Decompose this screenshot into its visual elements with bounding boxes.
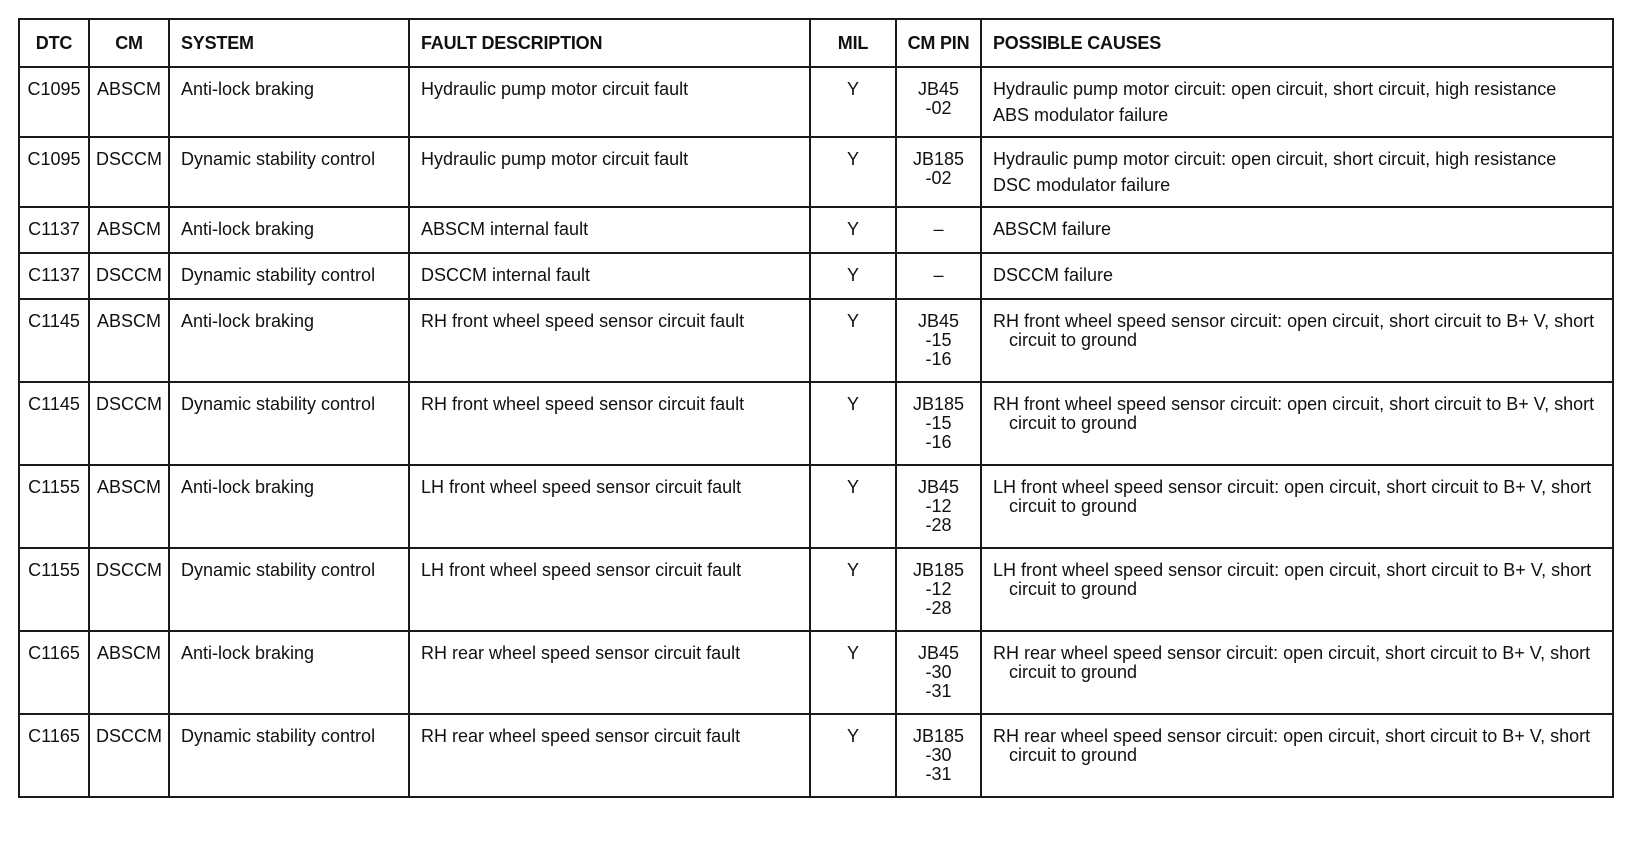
- pin-line: JB185: [912, 726, 965, 746]
- cell-possible-causes: [981, 253, 1613, 299]
- pin-line: JB185: [912, 149, 965, 169]
- cell-cm: ABSCM: [89, 67, 169, 137]
- cell-system: Dynamic stability control: [169, 253, 409, 299]
- cell-cm: DSCCM: [89, 137, 169, 207]
- pin-line: –: [933, 219, 944, 239]
- cell-mil: Y: [810, 67, 896, 137]
- pin-line: -28: [925, 515, 952, 535]
- header-possible-causes: POSSIBLE CAUSES: [981, 19, 1613, 67]
- cause-line: Hydraulic pump motor circuit: open circuit, short circuit, high resistance: [993, 149, 1557, 169]
- cell-cm-pin: [896, 465, 981, 548]
- pin-line: -16: [925, 432, 952, 452]
- cell-system: Anti-lock braking: [169, 67, 409, 137]
- cell-possible-causes: [981, 299, 1613, 382]
- cell-system: Anti-lock braking: [169, 207, 409, 253]
- pin-line: JB45: [917, 477, 960, 497]
- cell-cm-pin: [896, 714, 981, 797]
- cause-line: LH front wheel speed sensor circuit: open circuit, short circuit to B+ V, short circuit to ground: [993, 477, 1592, 516]
- cause-line: ABS modulator failure: [993, 105, 1169, 125]
- header-dtc: DTC: [19, 19, 89, 67]
- pin-line: JB45: [917, 79, 960, 99]
- header-mil: MIL: [810, 19, 896, 67]
- cell-cm: DSCCM: [89, 548, 169, 631]
- cell-dtc: C1155: [19, 548, 89, 631]
- cause-line: RH rear wheel speed sensor circuit: open circuit, short circuit to B+ V, short circuit to ground: [993, 726, 1591, 765]
- cause-line: Hydraulic pump motor circuit: open circuit, short circuit, high resistance: [993, 79, 1557, 99]
- cell-fault-description: RH rear wheel speed sensor circuit fault: [409, 714, 810, 797]
- table-row: [19, 207, 1613, 253]
- pin-line: -12: [925, 496, 952, 516]
- pin-line: -02: [925, 98, 952, 118]
- cell-fault-description: LH front wheel speed sensor circuit fault: [409, 548, 810, 631]
- table-header: [19, 19, 1613, 67]
- pin-line: -30: [925, 662, 952, 682]
- cell-mil: Y: [810, 465, 896, 548]
- pin-line: –: [933, 265, 944, 285]
- table-row: [19, 631, 1613, 714]
- cell-fault-description: Hydraulic pump motor circuit fault: [409, 137, 810, 207]
- cell-fault-description: DSCCM internal fault: [409, 253, 810, 299]
- cell-system: Anti-lock braking: [169, 465, 409, 548]
- table-row: [19, 465, 1613, 548]
- cell-dtc: C1165: [19, 631, 89, 714]
- cell-possible-causes: [981, 714, 1613, 797]
- table-row: [19, 548, 1613, 631]
- cell-mil: Y: [810, 299, 896, 382]
- cause-line: DSC modulator failure: [993, 175, 1171, 195]
- cell-possible-causes: [981, 382, 1613, 465]
- pin-line: JB45: [917, 311, 960, 331]
- cell-cm-pin: [896, 548, 981, 631]
- cell-cm: ABSCM: [89, 465, 169, 548]
- cell-possible-causes: [981, 67, 1613, 137]
- cell-possible-causes: [981, 548, 1613, 631]
- cause-line: LH front wheel speed sensor circuit: open circuit, short circuit to B+ V, short circuit to ground: [993, 560, 1592, 599]
- cell-mil: Y: [810, 137, 896, 207]
- table-row: [19, 137, 1613, 207]
- pin-line: JB45: [917, 643, 960, 663]
- cell-cm: DSCCM: [89, 714, 169, 797]
- dtc-table: [18, 18, 1614, 798]
- cell-cm-pin: [896, 253, 981, 299]
- cell-fault-description: RH rear wheel speed sensor circuit fault: [409, 631, 810, 714]
- cell-cm-pin: [896, 207, 981, 253]
- cell-system: Dynamic stability control: [169, 382, 409, 465]
- cell-mil: Y: [810, 207, 896, 253]
- table-row: [19, 253, 1613, 299]
- cell-cm: DSCCM: [89, 382, 169, 465]
- cause-line: RH front wheel speed sensor circuit: open circuit, short circuit to B+ V, short circuit to ground: [993, 311, 1595, 350]
- cause-line: DSCCM failure: [993, 265, 1114, 285]
- cell-system: Dynamic stability control: [169, 714, 409, 797]
- cell-mil: Y: [810, 253, 896, 299]
- cause-line: RH rear wheel speed sensor circuit: open circuit, short circuit to B+ V, short circuit to ground: [993, 643, 1591, 682]
- table-row: [19, 714, 1613, 797]
- cell-system: Anti-lock braking: [169, 299, 409, 382]
- pin-line: -28: [925, 598, 952, 618]
- pin-line: -12: [925, 579, 952, 599]
- cell-fault-description: RH front wheel speed sensor circuit fault: [409, 382, 810, 465]
- cell-cm: ABSCM: [89, 207, 169, 253]
- cell-dtc: C1165: [19, 714, 89, 797]
- cell-system: Anti-lock braking: [169, 631, 409, 714]
- cell-mil: Y: [810, 382, 896, 465]
- pin-line: -31: [925, 681, 952, 701]
- cell-possible-causes: [981, 137, 1613, 207]
- cell-cm-pin: [896, 67, 981, 137]
- table-row: [19, 382, 1613, 465]
- pin-line: -30: [925, 745, 952, 765]
- table-row: [19, 299, 1613, 382]
- header-system: SYSTEM: [169, 19, 409, 67]
- cell-cm-pin: [896, 631, 981, 714]
- cell-dtc: C1137: [19, 207, 89, 253]
- pin-line: JB185: [912, 560, 965, 580]
- cell-cm-pin: [896, 382, 981, 465]
- cell-dtc: C1145: [19, 382, 89, 465]
- cell-mil: Y: [810, 714, 896, 797]
- cell-possible-causes: [981, 207, 1613, 253]
- pin-line: -15: [925, 330, 952, 350]
- pin-line: -15: [925, 413, 952, 433]
- cell-dtc: C1145: [19, 299, 89, 382]
- cell-fault-description: RH front wheel speed sensor circuit fault: [409, 299, 810, 382]
- header-cm: CM: [89, 19, 169, 67]
- cause-line: ABSCM failure: [993, 219, 1112, 239]
- cell-mil: Y: [810, 548, 896, 631]
- cause-line: RH front wheel speed sensor circuit: open circuit, short circuit to B+ V, short circuit to ground: [993, 394, 1595, 433]
- cell-dtc: C1095: [19, 67, 89, 137]
- pin-line: JB185: [912, 394, 965, 414]
- cell-dtc: C1155: [19, 465, 89, 548]
- table-row: [19, 67, 1613, 137]
- cell-dtc: C1095: [19, 137, 89, 207]
- cell-mil: Y: [810, 631, 896, 714]
- header-row: [19, 19, 1613, 67]
- cell-cm-pin: [896, 137, 981, 207]
- cell-dtc: C1137: [19, 253, 89, 299]
- cell-fault-description: Hydraulic pump motor circuit fault: [409, 67, 810, 137]
- pin-line: -02: [925, 168, 952, 188]
- header-fault-description: FAULT DESCRIPTION: [409, 19, 810, 67]
- pin-line: -16: [925, 349, 952, 369]
- cell-cm-pin: [896, 299, 981, 382]
- cell-possible-causes: [981, 465, 1613, 548]
- cell-fault-description: ABSCM internal fault: [409, 207, 810, 253]
- cell-system: Dynamic stability control: [169, 548, 409, 631]
- header-cm-pin: CM PIN: [896, 19, 981, 67]
- cell-cm: ABSCM: [89, 631, 169, 714]
- cell-system: Dynamic stability control: [169, 137, 409, 207]
- cell-cm: DSCCM: [89, 253, 169, 299]
- cell-fault-description: LH front wheel speed sensor circuit fault: [409, 465, 810, 548]
- table-body: [19, 67, 1613, 797]
- pin-line: -31: [925, 764, 952, 784]
- cell-possible-causes: [981, 631, 1613, 714]
- cell-cm: ABSCM: [89, 299, 169, 382]
